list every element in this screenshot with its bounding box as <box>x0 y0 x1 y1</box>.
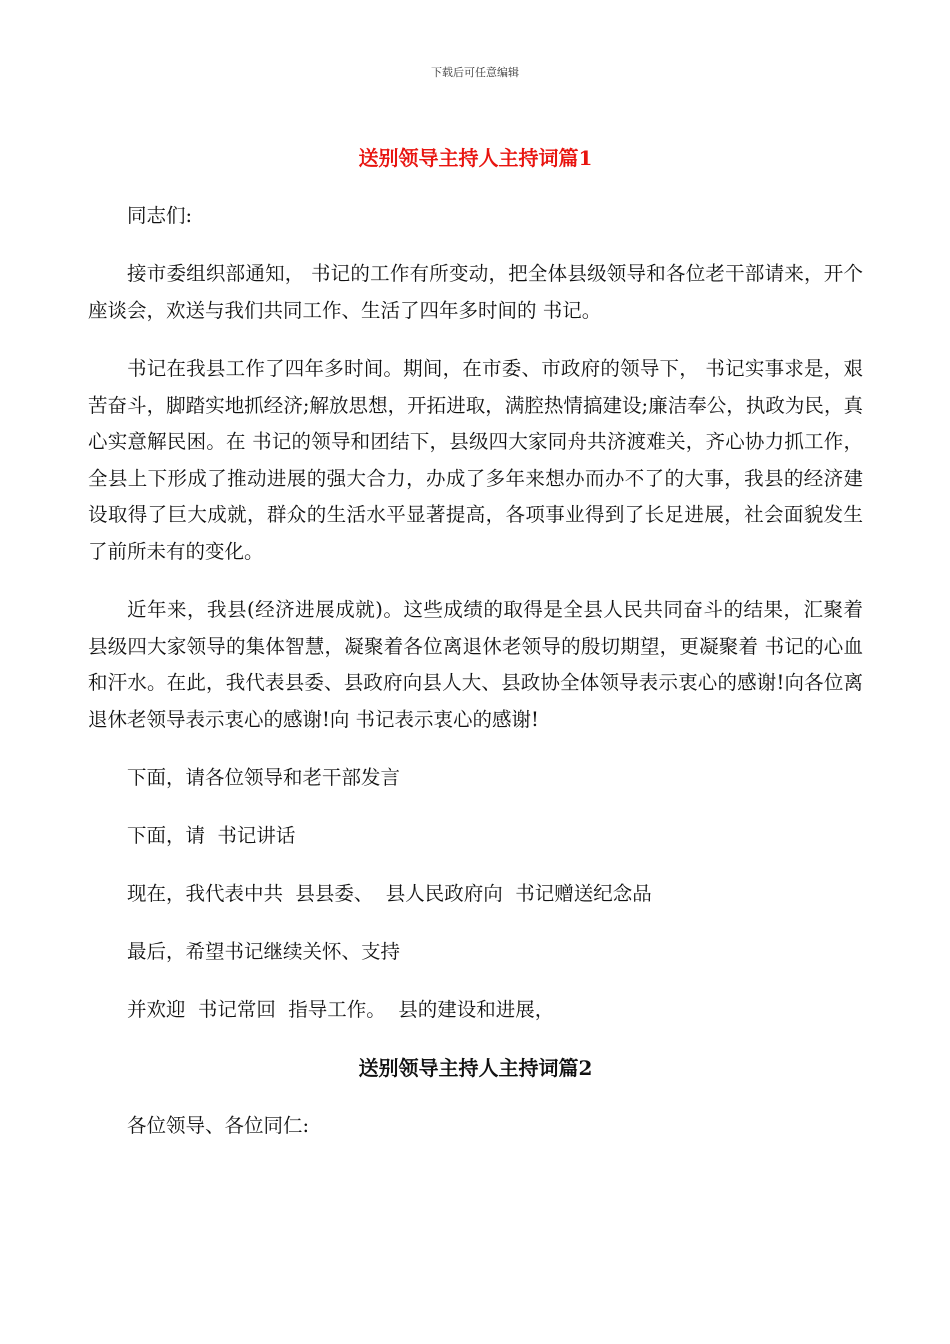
document-body <box>88 140 863 1166</box>
paragraph-2: 书记在我县工作了四年多时间。期间，在市委、市政府的领导下， 书记实事求是，艰苦奋斗，脚踏实地抓经济;解放思想，开拓进取，满腔热情搞建设;廉洁奉公，执政为民，真心实意解民困。在 书记的领导和团结下，县级四大家同舟共济渡难关，齐心协力抓工作，全县上下形成了推动进展的强大合力，办成了多年来想办而办不了的大事，我县的经济建设取得了巨大成就，群众的生活水平显著提高，各项事业得到了长足进展，社会面貌发生了前所未有的变化。 <box>88 357 863 563</box>
section-title-1: 送别领导主持人主持词篇1 <box>358 146 593 170</box>
paragraph-3: 近年来，我县(经济进展成就)。这些成绩的取得是全县人民共同奋斗的结果，汇聚着县级四大家领导的集体智慧，凝聚着各位离退休老领导的殷切期望，更凝聚着 书记的心血和汗水。在此，我代表县委、县政府向县人大、县政协全体领导表示衷心的感谢!向各位离退休老领导表示衷心的感谢!向 书记表示衷心的感谢! <box>88 598 863 731</box>
section-title-2: 送别领导主持人主持词篇2 <box>358 1056 593 1080</box>
line-2: 下面，请 书记讲话 <box>127 824 296 847</box>
line-4: 最后，希望书记继续关怀、支持 <box>127 940 401 963</box>
greeting-1: 同志们: <box>127 204 193 227</box>
line-5: 并欢迎 书记常回 指导工作。 县的建设和进展， <box>127 998 555 1021</box>
line-1: 下面，请各位领导和老干部发言 <box>127 766 401 789</box>
header-note: 下载后可任意编辑 <box>431 66 519 79</box>
paragraph-1: 接市委组织部通知， 书记的工作有所变动，把全体县级领导和各位老干部请来，开个座谈会，欢送与我们共同工作、生活了四年多时间的 书记。 <box>88 262 863 322</box>
line-3: 现在，我代表中共 县县委、 县人民政府向 书记赠送纪念品 <box>127 882 652 905</box>
greeting-2: 各位领导、各位同仁: <box>127 1114 310 1137</box>
